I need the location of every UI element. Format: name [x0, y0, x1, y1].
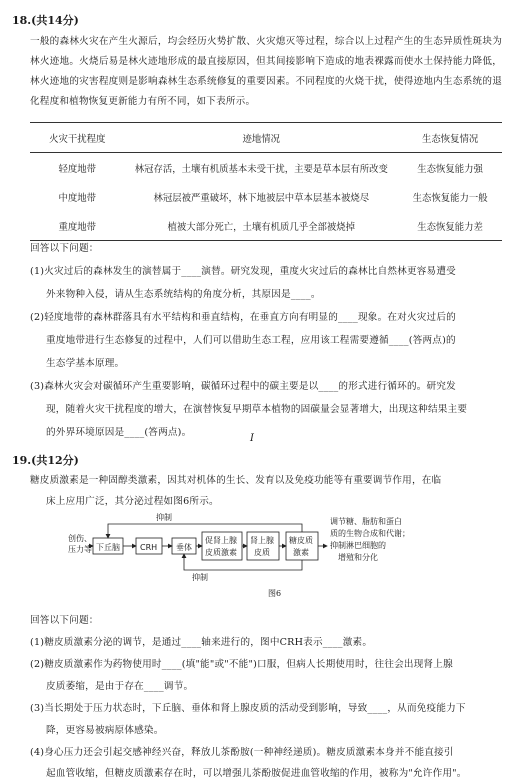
effect-label-1: 调节糖、脂肪和蛋白: [330, 517, 402, 526]
pituitary-box-text: 垂体: [176, 543, 192, 552]
inhibit-label-bottom: 抑制: [192, 573, 208, 582]
question-18-intro: 一般的森林火灾在产生火源后，均会经历火势扩散、火灾熄灭等过程，综合以上过程产生的生态异质性斑块为林火迹地。火烧后易是林火迹地形成的最直接原因，但其间接影响下造成的地表裸露而使水土保持能力降低，林火迹地的灾害程度则是影响森林生态系统修复的重要因素。不同程度的火烧干扰，使得迹地内生态系统的退化程度和植物恢复更新能力有所不同，如下表所示。: [30, 36, 502, 107]
table-header-cell: 迹地情况: [242, 133, 281, 145]
question-19-sub3-line1: (3)当长期处于压力状态时，下丘脑、垂体和肾上腺皮质的活动受到影响，导致____，从而免疫能力下: [30, 703, 466, 714]
table-cell: 重度地带: [58, 221, 96, 233]
stimulus-label-2: 压力等: [68, 545, 92, 554]
question-18-sub2-line2: 重度地带进行生态修复的过程中，人们可以借助生态工程，应用该工程需要遵循____(答两点)的: [46, 335, 456, 346]
question-19-answer-prompt: 回答以下问题：: [30, 615, 99, 626]
stimulus-label-1: 创伤、: [68, 534, 92, 543]
table-cell: 林冠层被严重破坏，林下地被层中草本层基本被烧尽: [153, 192, 370, 204]
glucocorticoid-secretion-diagram: [68, 510, 468, 598]
question-18-sub1-line1: (1)火灾过后的森林发生的演替属于____演替。研究发现，重度火灾过后的森林比自然林更容易遭受: [30, 266, 456, 277]
question-19-sub1: (1)糖皮质激素分泌的调节，是通过____轴来进行的，图中CRH表示____激素。: [30, 637, 373, 648]
question-18-sub2-line1: (2)轻度地带的森林群落具有水平结构和垂直结构，在垂直方向有明显的____现象。在对火灾过后的: [30, 312, 456, 323]
text-cursor-mark: I: [250, 433, 254, 444]
question-18-sub1-line2: 外来物种入侵，请从生态系统结构的角度分析，其原因是____。: [46, 289, 321, 300]
question-19-sub4-line1: (4)身心压力还会引起交感神经兴奋，释放儿茶酚胺(一种神经递质)。糖皮质激素本身并不能直接引: [30, 747, 454, 758]
acth-box-text-1: 促肾上腺: [205, 536, 237, 545]
inhibit-label-top: 抑制: [156, 513, 172, 522]
table-cell: 生态恢复能力一般: [412, 192, 488, 204]
question-19-sub3-line2: 降，更容易被病原体感染。: [46, 725, 164, 736]
question-19-sub2-line2: 皮质萎缩，是由于存在____调节。: [46, 681, 194, 692]
question-18-header: 18.(共14分): [12, 14, 79, 27]
question-18-sub2-line3: 生态学基本原理。: [46, 358, 125, 369]
figure-caption: 图6: [268, 589, 282, 598]
question-18-answer-prompt: 回答以下问题：: [30, 243, 99, 254]
question-18-sub3-line2: 现，随着火灾干扰程度的增大，在演替恢复早期草本植物的固碳量会显著增大，出现这种结果主要: [46, 404, 468, 415]
table-cell: 中度地带: [58, 192, 96, 204]
question-18-sub3-line1: (3)森林火灾会对碳循环产生重要影响，碳循环过程中的碳主要是以____的形式进行循环的。研究发: [30, 381, 456, 392]
table-cell: 林冠存活，土壤有机质基本未受干扰，主要是草本层有所改变: [134, 163, 388, 175]
table-row: [30, 153, 502, 183]
table-cell: 轻度地带: [58, 163, 96, 175]
question-19-sub4-line2: 起血管收缩，但糖皮质激素存在时，可以增强儿茶酚胺促进血管收缩的作用，被称为"允许作用"。: [46, 768, 467, 779]
question-19-header: 19.(共12分): [12, 454, 79, 467]
adrenal-box-text-2: 皮质: [254, 548, 270, 557]
glucocorticoid-box-text-2: 激素: [293, 548, 309, 557]
crh-box-text: CRH: [140, 543, 158, 552]
table-header-cell: 火灾干扰程度: [49, 133, 106, 145]
table-header-cell: 生态恢复情况: [421, 133, 479, 145]
hypothalamus-box-text: 下丘脑: [96, 543, 120, 552]
table-header-row: [30, 123, 502, 153]
question-18-sub3-line3: 的外界环境原因是____(答两点)。: [46, 427, 192, 438]
table-cell: 植被大部分死亡，土壤有机质几乎全部被烧掉: [167, 221, 356, 233]
effect-label-2: 质的生物合成和代谢；: [330, 529, 410, 538]
table-cell: 生态恢复能力强: [417, 163, 483, 175]
table-row: [30, 182, 502, 211]
table-row: [30, 211, 502, 241]
table-cell: 生态恢复能力差: [417, 221, 483, 233]
question-19-intro-line2: 床上应用广泛，其分泌过程如图6所示。: [46, 496, 219, 507]
acth-box-text-2: 皮质激素: [205, 548, 237, 557]
fire-disturbance-table: [30, 122, 502, 241]
glucocorticoid-box-text-1: 糖皮质: [289, 536, 313, 545]
question-19-intro-line1: 糖皮质激素是一种固醇类激素，因其对机体的生长、发育以及免疫功能等有重要调节作用，在临: [30, 475, 442, 486]
question-19-sub2-line1: (2)糖皮质激素作为药物使用时____(填"能"或"不能")口服，但病人长期使用时，往往会出现肾上腺: [30, 659, 453, 670]
adrenal-box-text-1: 肾上腺: [250, 536, 274, 545]
effect-label-4: 增殖和分化: [338, 553, 378, 562]
effect-label-3: 抑制淋巴细胞的: [330, 541, 386, 550]
